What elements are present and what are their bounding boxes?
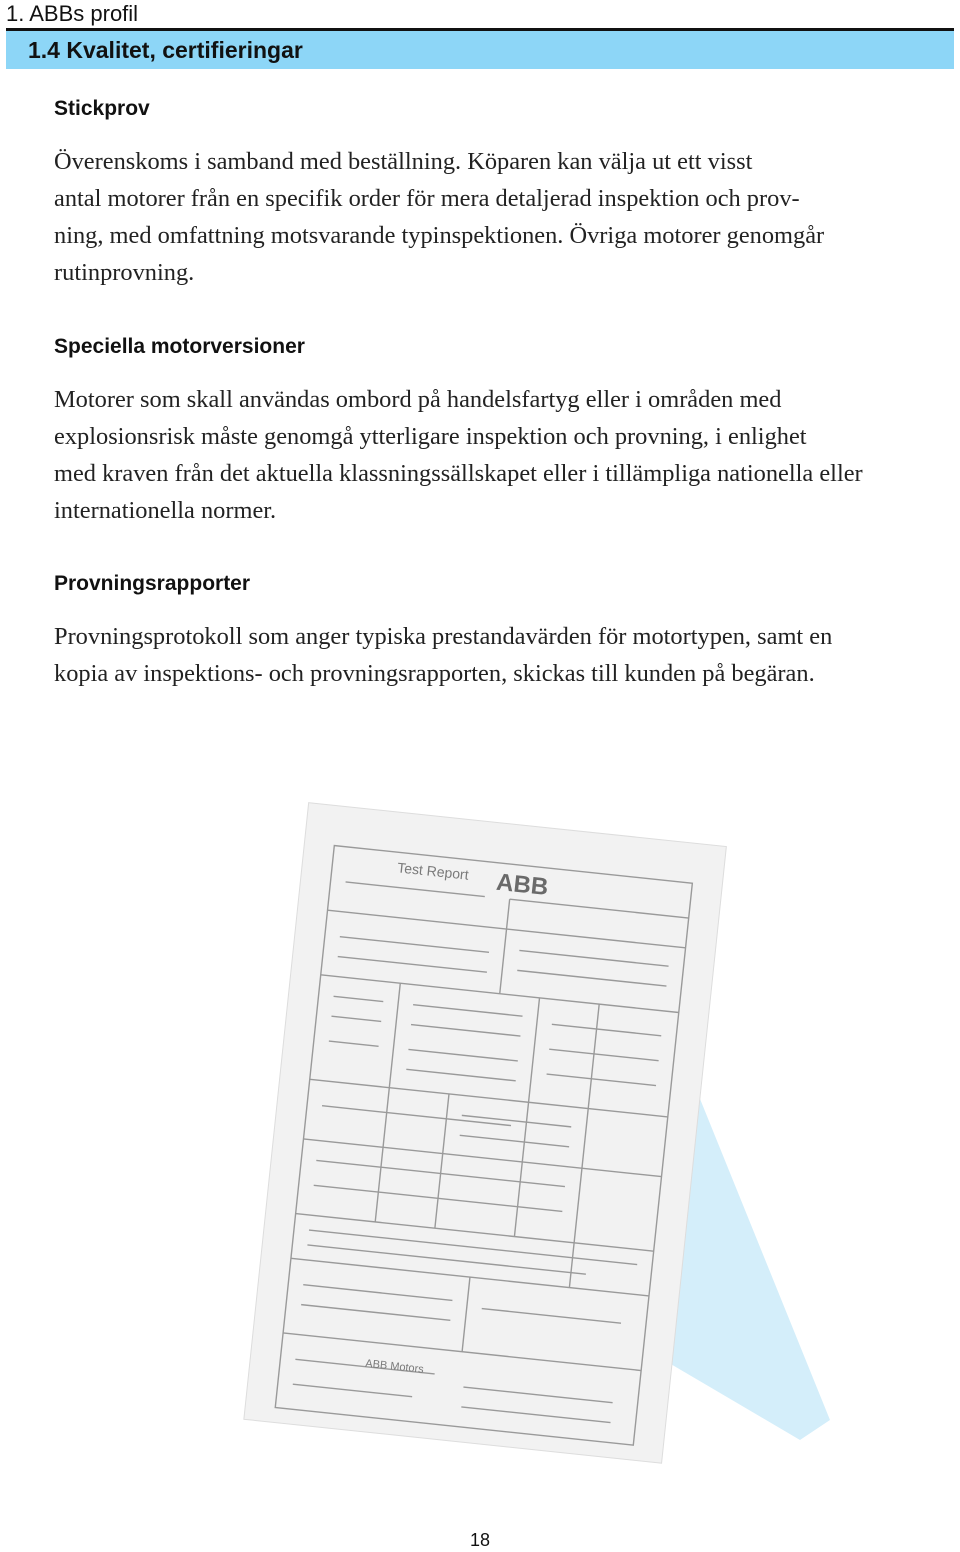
- section-header-bar: [6, 31, 954, 69]
- page-number: 18: [469, 1530, 491, 1550]
- text-line: antal motorer från en specifik order för mera detaljerad inspektion och prov-: [54, 185, 800, 212]
- paragraph-speciella-motorversioner: [54, 381, 949, 529]
- text-line: Provningsprotokoll som anger typiska prestandavärden för motortypen, samt en: [54, 623, 833, 650]
- report-title: Test Report: [396, 859, 470, 883]
- text-line: ning, med omfattning motsvarande typinspektionen. Övriga motorer genomgår: [54, 222, 825, 249]
- chapter-title: 1. ABBs profil: [6, 1, 139, 26]
- abb-logo: ABB: [494, 868, 550, 902]
- text-line: kopia av inspektions- och provningsrapporten, skickas till kunden på begäran.: [54, 660, 815, 687]
- paragraph-provningsrapporter: [54, 618, 949, 692]
- text-line: rutinprovning.: [54, 259, 195, 286]
- text-line: Motorer som skall användas ombord på handelsfartyg eller i områden med: [54, 386, 782, 413]
- test-report-figure: [180, 780, 840, 1500]
- section-title: 1.4 Kvalitet, certifieringar: [28, 37, 303, 63]
- heading-provningsrapporter: Provningsrapporter: [54, 572, 251, 595]
- report-footer-brand: ABB Motors: [364, 1357, 425, 1376]
- report-paper: [244, 803, 727, 1464]
- heading-stickprov: Stickprov: [54, 97, 150, 120]
- text-line: explosionsrisk måste genomgå ytterligare inspektion och provning, i enlighet: [54, 423, 807, 450]
- paragraph-stickprov: [54, 143, 949, 291]
- text-line: internationella normer.: [54, 497, 277, 524]
- heading-speciella-motorversioner: Speciella motorversioner: [54, 335, 305, 358]
- text-line: med kraven från det aktuella klassningssällskapet eller i tillämpliga nationella eller: [54, 460, 863, 487]
- text-line: Överenskoms i samband med beställning. Köparen kan välja ut ett visst: [54, 148, 753, 175]
